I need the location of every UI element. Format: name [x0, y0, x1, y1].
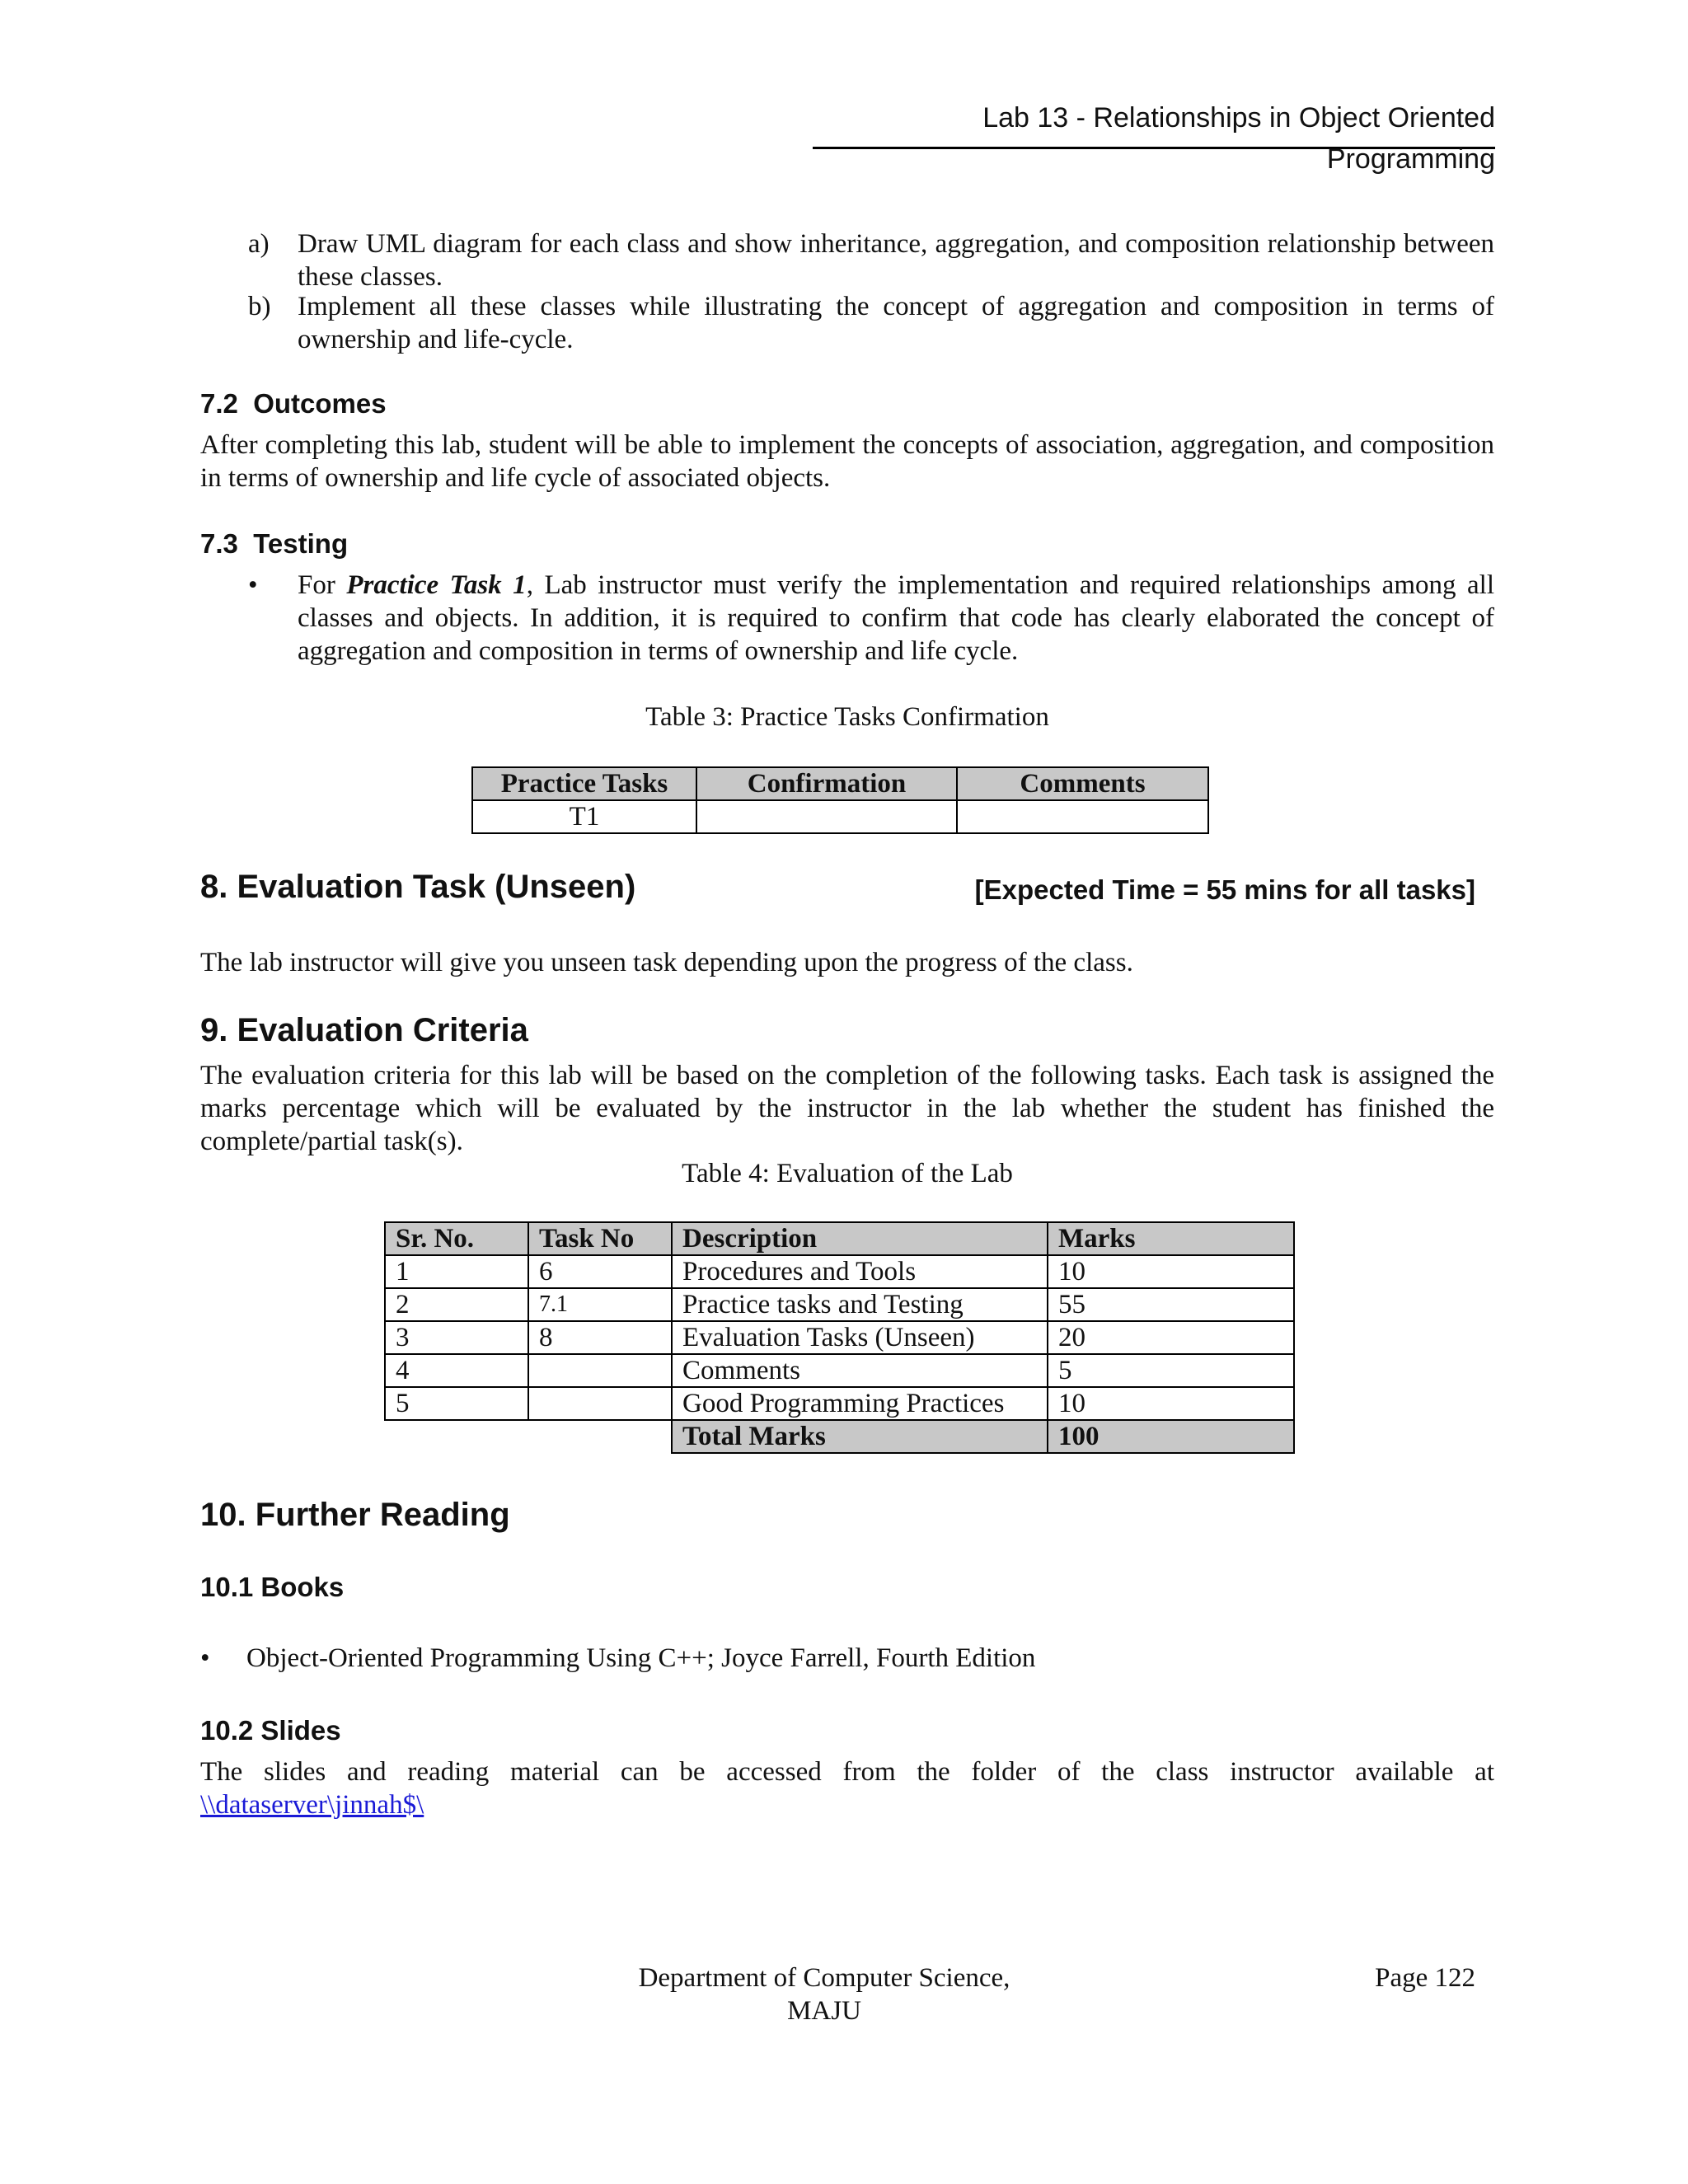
- table-cell: [528, 1354, 672, 1387]
- table-cell: Practice tasks and Testing: [672, 1288, 1048, 1321]
- table-total-row: [385, 1420, 1294, 1453]
- total-marks-label: Total Marks: [672, 1420, 1048, 1453]
- testing-text-prefix: For: [298, 570, 347, 600]
- table-cell-empty: [528, 1420, 672, 1453]
- table-row: [472, 800, 1208, 833]
- outcomes-paragraph: After completing this lab, student will be able to implement the concepts of association, aggregation, and composition in terms of ownership and life cycle of associated objects.: [200, 430, 1494, 493]
- section-number: 7.2: [200, 388, 238, 419]
- table-row: [385, 1387, 1294, 1420]
- table-cell: 3: [385, 1321, 528, 1354]
- table-row: [385, 1354, 1294, 1387]
- table-4-caption: Table 4: Evaluation of the Lab: [682, 1159, 1013, 1188]
- testing-text: [298, 569, 1494, 668]
- table-cell: 1: [385, 1255, 528, 1288]
- book-text: Object-Oriented Programming Using C++; Joyce Farrell, Fourth Edition: [246, 1643, 1036, 1673]
- section-heading-10-2: 10.2 Slides: [200, 1715, 341, 1746]
- table-cell: [696, 800, 957, 833]
- section-heading-10-1: 10.1 Books: [200, 1572, 345, 1602]
- page-header: [813, 97, 1495, 175]
- table-header-cell: Confirmation: [696, 767, 957, 800]
- practice-tasks-table: [471, 766, 1209, 834]
- table-cell-empty: [385, 1420, 528, 1453]
- table-header-cell: Practice Tasks: [472, 767, 696, 800]
- footer-dept-line: MAJU: [787, 1996, 861, 2026]
- table-cell: Comments: [672, 1354, 1048, 1387]
- table-header-row: [472, 767, 1208, 800]
- list-marker: b): [248, 292, 271, 321]
- table-cell: 20: [1048, 1321, 1294, 1354]
- table-cell: 4: [385, 1354, 528, 1387]
- table-cell: 5: [1048, 1354, 1294, 1387]
- table-header-cell: Sr. No.: [385, 1222, 528, 1255]
- table-row: [385, 1321, 1294, 1354]
- table-header-cell: Comments: [957, 767, 1208, 800]
- table-cell: 10: [1048, 1387, 1294, 1420]
- dataserver-link[interactable]: \\dataserver\jinnah$\: [200, 1790, 424, 1820]
- page-number: Page 122: [1375, 1963, 1475, 1993]
- table-cell: 10: [1048, 1255, 1294, 1288]
- table-cell: 7.1: [528, 1288, 672, 1321]
- header-title: Lab 13 - Relationships in Object Oriented Programming: [982, 102, 1495, 175]
- section-heading-9: 9. Evaluation Criteria: [200, 1012, 528, 1048]
- section-heading-7-2: [200, 387, 387, 420]
- practice-task-emphasis: Practice Task 1: [346, 570, 527, 600]
- section-title: Outcomes: [253, 388, 387, 419]
- section-heading-8: 8. Evaluation Task (Unseen): [200, 869, 636, 905]
- table-cell: 8: [528, 1321, 672, 1354]
- bullet-icon: •: [248, 570, 258, 600]
- total-marks-value: 100: [1048, 1420, 1294, 1453]
- list-text: Implement all these classes while illustrating the concept of aggregation and composition in terms of ownership and life-cycle.: [298, 292, 1494, 354]
- table-cell: [528, 1387, 672, 1420]
- evaluation-table: [384, 1221, 1295, 1454]
- list-text: Draw UML diagram for each class and show inheritance, aggregation, and composition relationship between these classes.: [298, 229, 1494, 292]
- page-footer-department: [577, 1961, 1071, 2027]
- section-heading-7-3: [200, 527, 348, 560]
- section-number: 7.3: [200, 528, 238, 559]
- table-cell: 6: [528, 1255, 672, 1288]
- table-header-row: [385, 1222, 1294, 1255]
- table-header-cell: Marks: [1048, 1222, 1294, 1255]
- section-title: Testing: [253, 528, 349, 559]
- table-cell: 5: [385, 1387, 528, 1420]
- slides-link-line: [200, 1788, 1494, 1821]
- testing-text-rest: , Lab instructor must verify the implementation and required relationships among all classes and objects. In addition, it is required to confirm that code has clearly elaborated the concept of aggregation and composition in terms of ownership and life cycle.: [298, 570, 1494, 666]
- list-marker: a): [248, 229, 270, 259]
- table-cell: 55: [1048, 1288, 1294, 1321]
- bullet-icon: •: [200, 1643, 210, 1673]
- slides-paragraph: The slides and reading material can be accessed from the folder of the class instructor available at: [200, 1757, 1494, 1787]
- table-cell: 2: [385, 1288, 528, 1321]
- evaluation-task-paragraph: The lab instructor will give you unseen task depending upon the progress of the class.: [200, 948, 1133, 977]
- table-row: [385, 1288, 1294, 1321]
- table-3-caption: Table 3: Practice Tasks Confirmation: [645, 702, 1049, 732]
- expected-time-note: [Expected Time = 55 mins for all tasks]: [974, 874, 1475, 905]
- table-row: [385, 1255, 1294, 1288]
- table-header-cell: Description: [672, 1222, 1048, 1255]
- table-cell: Good Programming Practices: [672, 1387, 1048, 1420]
- table-cell: [957, 800, 1208, 833]
- evaluation-criteria-paragraph: The evaluation criteria for this lab will be based on the completion of the following tasks. Each task is assigned the marks percentage which will be evaluated by the instructor in the lab whether the student has finished the complete/partial task(s).: [200, 1061, 1494, 1156]
- table-cell: Evaluation Tasks (Unseen): [672, 1321, 1048, 1354]
- section-heading-10: 10. Further Reading: [200, 1497, 510, 1533]
- table-cell: Procedures and Tools: [672, 1255, 1048, 1288]
- table-cell: T1: [472, 800, 696, 833]
- footer-dept-line: Department of Computer Science,: [638, 1963, 1010, 1993]
- table-header-cell: Task No: [528, 1222, 672, 1255]
